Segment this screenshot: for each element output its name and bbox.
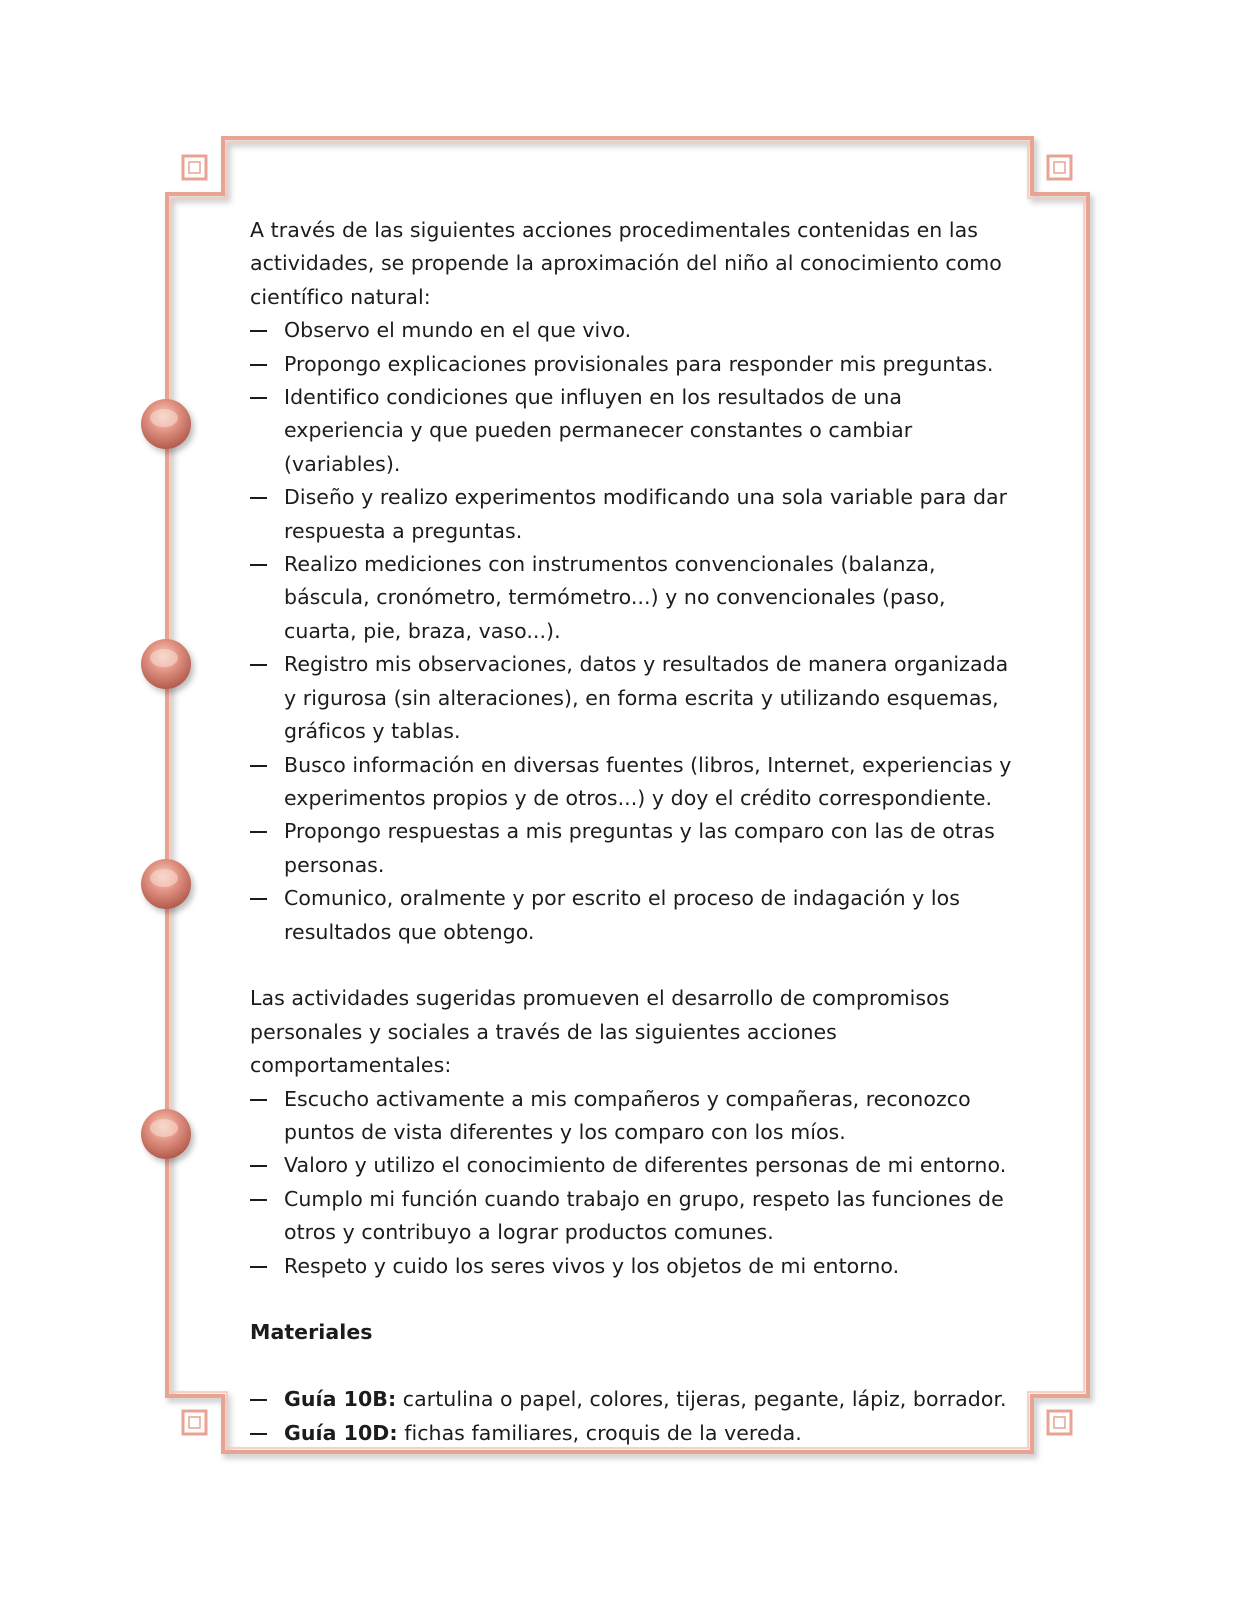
bead [141,1109,191,1159]
list-item: Busco información en diversas fuentes (libros, Internet, experiencias y experimentos propios y de otros...) y doy el crédito correspondiente. [250,749,1020,816]
materials-item-text: fichas familiares, croquis de la vereda. [397,1420,802,1445]
behavioral-actions-list [250,1083,1020,1283]
bead [141,639,191,689]
materials-list [250,1383,1020,1450]
materials-item-label: Guía 10B: [284,1387,397,1412]
list-item: Registro mis observaciones, datos y resultados de manera organizada y rigurosa (sin alteraciones), en forma escrita y utilizando esquemas, gráficos y tablas. [250,648,1020,748]
list-item: Realizo mediciones con instrumentos convencionales (balanza, báscula, cronómetro, termómetro...) y no convencionales (paso, cuarta, pie, braza, vaso...). [250,548,1020,648]
bead [141,399,191,449]
materials-item [250,1417,1020,1450]
list-item: Comunico, oralmente y por escrito el proceso de indagación y los resultados que obtengo. [250,882,1020,949]
list-item: Identifico condiciones que influyen en los resultados de una experiencia y que pueden permanecer constantes o cambiar (variables). [250,381,1020,481]
corner-square-top-left [183,156,206,179]
list-item: Diseño y realizo experimentos modificando una sola variable para dar respuesta a preguntas. [250,481,1020,548]
corner-square-bottom-right [1048,1411,1071,1434]
list-item: Cumplo mi función cuando trabajo en grupo, respeto las funciones de otros y contribuyo a lograr productos comunes. [250,1183,1020,1250]
materials-item-label: Guía 10D: [284,1420,398,1445]
materials-item-text: cartulina o papel, colores, tijeras, pegante, lápiz, borrador. [396,1387,1007,1412]
materials-heading: Materiales [250,1320,373,1345]
corner-square-top-right [1048,156,1071,179]
section2-intro: Las actividades sugeridas promueven el desarrollo de compromisos personales y sociales a través de las siguientes acciones comportamentales: [250,986,950,1078]
materials-item [250,1383,1020,1416]
list-item: Propongo respuestas a mis preguntas y las comparo con las de otras personas. [250,815,1020,882]
bead [141,859,191,909]
section1-intro: A través de las siguientes acciones procedimentales contenidas en las actividades, se propende la aproximación del niño al conocimiento como científico natural: [250,218,1002,309]
list-item: Valoro y utilizo el conocimiento de diferentes personas de mi entorno. [250,1149,1020,1182]
corner-square-bottom-left [183,1411,206,1434]
list-item: Escucho activamente a mis compañeros y compañeras, reconozco puntos de vista diferentes y los comparo con los míos. [250,1083,1020,1150]
list-item: Propongo explicaciones provisionales para responder mis preguntas. [250,348,1020,381]
procedural-actions-list [250,314,1020,949]
list-item: Observo el mundo en el que vivo. [250,314,1020,347]
page-content [250,214,1020,1450]
list-item: Respeto y cuido los seres vivos y los objetos de mi entorno. [250,1250,1020,1283]
